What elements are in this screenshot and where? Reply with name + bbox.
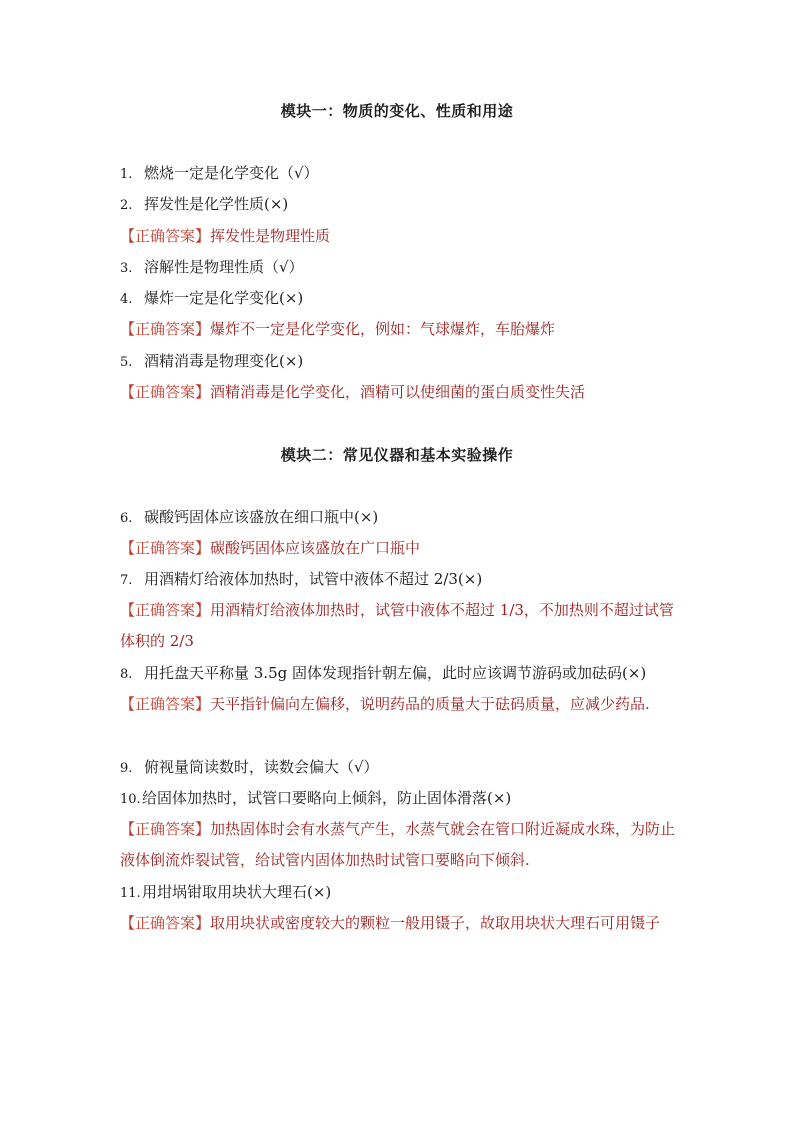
section-title-2: 模块二：常见仪器和基本实验操作 (280, 446, 514, 464)
question-2: 2. 挥发性是化学性质(×) (120, 195, 289, 213)
answer-11: 【正确答案】取用块状或密度较大的颗粒一般用镊子，故取用块状大理石可用镊子 (120, 914, 661, 932)
question-5: 5. 酒精消毒是物理变化(×) (120, 352, 304, 370)
answer-4: 【正确答案】爆炸不一定是化学变化，例如：气球爆炸，车胎爆炸 (120, 320, 556, 338)
answer-6: 【正确答案】碳酸钙固体应该盛放在广口瓶中 (120, 539, 421, 557)
section-title-1: 模块一：物质的变化、性质和用途 (280, 102, 514, 120)
question-9: 9. 俯视量筒读数时，读数会偏大（√） (120, 758, 379, 776)
answer-5: 【正确答案】酒精消毒是化学变化，酒精可以使细菌的蛋白质变性失活 (120, 383, 586, 401)
question-6: 6. 碳酸钙固体应该盛放在细口瓶中(×) (120, 508, 379, 526)
question-11: 11.用坩埚钳取用块状大理石(×) (120, 883, 332, 901)
question-7: 7. 用酒精灯给液体加热时，试管中液体不超过 2/3(×) (120, 570, 483, 588)
question-4: 4. 爆炸一定是化学变化(×) (120, 289, 304, 307)
answer-2: 【正确答案】挥发性是物理性质 (120, 227, 331, 245)
question-10: 10.给固体加热时，试管口要略向上倾斜，防止固体滑落(×) (120, 789, 512, 807)
question-1: 1. 燃烧一定是化学变化（√） (120, 164, 319, 182)
question-3: 3. 溶解性是物理性质（√） (120, 258, 304, 276)
answer-7: 【正确答案】用酒精灯给液体加热时，试管中液体不超过 1/3，不加热则不超过试管体积的 2/3 (120, 601, 674, 650)
answer-8: 【正确答案】天平指针偏向左偏移，说明药品的质量大于砝码质量，应减少药品. (120, 695, 650, 713)
question-8: 8. 用托盘天平称量 3.5g 固体发现指针朝左偏，此时应该调节游码或加砝码(×) (120, 664, 647, 682)
answer-10: 【正确答案】加热固体时会有水蒸气产生，水蒸气就会在管口附近凝成水珠，为防止液体倒流炸裂试管，给试管内固体加热时试管口要略向下倾斜. (120, 820, 676, 869)
